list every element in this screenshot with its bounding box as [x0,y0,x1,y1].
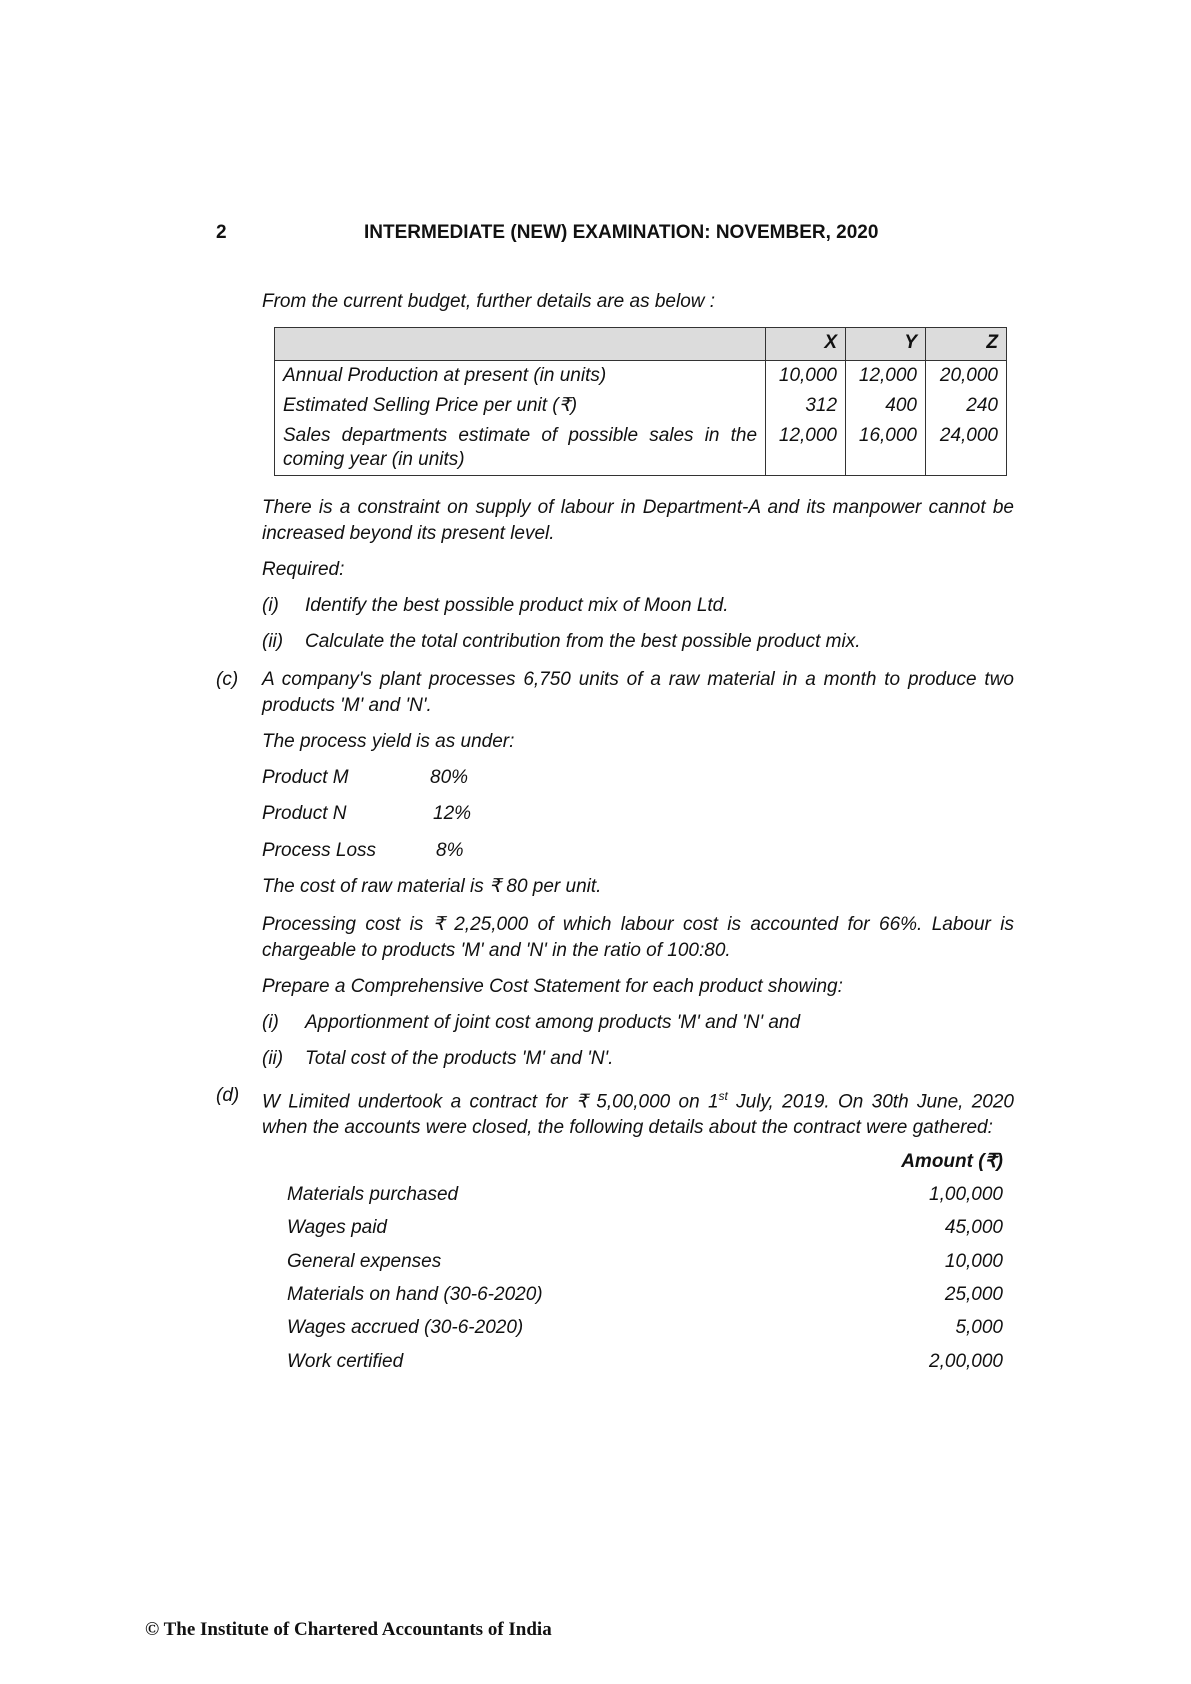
yield-value: 80% [430,767,469,788]
row-value: 16,000 [846,421,926,476]
part-d-label: (d) [216,1085,240,1106]
required-item-text: Identify the best possible product mix of Moon Ltd. [305,595,729,616]
row-value: 400 [846,391,926,421]
row-value: 10,000 [766,361,846,392]
row-value: 12,000 [846,361,926,392]
yield-intro: The process yield is as under: [262,731,515,752]
contract-item-name: Materials on hand (30-6-2020) [287,1284,543,1305]
yield-name: Product N [262,803,347,824]
part-d-text-sup: st [718,1089,728,1103]
part-d-text [262,1083,1014,1141]
part-c-label: (c) [216,669,239,690]
part-d-text-after: July, 2019. On 30th June, 2020 when the accounts were closed, the following details about the contract were gathered: [262,1091,1014,1139]
yield-value: 12% [433,803,472,824]
contract-item-name: Wages paid [287,1217,387,1238]
table-header-cell: Z [926,328,1007,361]
contract-item-name: Materials purchased [287,1184,459,1205]
contract-item-name: Wages accrued (30-6-2020) [287,1317,524,1338]
contract-item-amount: 2,00,000 [929,1351,1003,1372]
row-value: 24,000 [926,421,1007,476]
part-d-text-before: W Limited undertook a contract for ₹ 5,00,000 on 1 [262,1091,719,1113]
row-value: 240 [926,391,1007,421]
table-row [275,361,1007,392]
contract-item-name: General expenses [287,1251,442,1272]
required-item-number: (ii) [262,631,284,652]
part-c-text: A company's plant processes 6,750 units of a raw material in a month to produce two products 'M' and 'N'. [262,669,1014,716]
contract-item-name: Work certified [287,1351,404,1372]
row-value: 12,000 [766,421,846,476]
footer-copyright: © The Institute of Chartered Accountants of India [145,1619,552,1640]
amount-header: Amount (₹) [901,1151,1003,1172]
table-header-row [275,328,1007,361]
prepare-item-text: Apportionment of joint cost among products 'M' and 'N' and [305,1012,801,1033]
table-header-cell: Y [846,328,926,361]
row-label: Annual Production at present (in units) [275,361,766,392]
prepare-text: Prepare a Comprehensive Cost Statement for each product showing: [262,976,843,997]
prepare-item-number: (ii) [262,1048,284,1069]
row-value: 20,000 [926,361,1007,392]
constraint-text: There is a constraint on supply of labour in Department-A and its manpower cannot be increased beyond its present level. [262,497,1014,544]
contract-item-amount: 25,000 [944,1284,1003,1305]
yield-value: 8% [436,840,464,861]
table-row [275,391,1007,421]
yield-name: Process Loss [262,840,377,861]
contract-item-amount: 10,000 [944,1251,1003,1272]
row-label: Estimated Selling Price per unit (₹) [275,391,766,421]
prepare-item-text: Total cost of the products 'M' and 'N'. [305,1048,614,1069]
table-row [275,421,1007,476]
yield-name: Product M [262,767,349,788]
contract-item-amount: 45,000 [944,1217,1003,1238]
contract-item-amount: 5,000 [955,1317,1003,1338]
row-value: 312 [766,391,846,421]
table-header-blank [275,328,766,361]
page-title: INTERMEDIATE (NEW) EXAMINATION: NOVEMBER, 2020 [364,222,879,243]
required-label: Required: [262,559,345,580]
required-item-text: Calculate the total contribution from the best possible product mix. [305,631,861,652]
intro-text: From the current budget, further details are as below : [262,291,716,312]
page-number: 2 [216,222,227,243]
prepare-item-number: (i) [262,1012,279,1033]
table-header-cell: X [766,328,846,361]
required-item-number: (i) [262,595,279,616]
contract-item-amount: 1,00,000 [929,1184,1003,1205]
row-label: Sales departments estimate of possible sales in the coming year (in units) [275,421,766,476]
raw-material-cost: The cost of raw material is ₹ 80 per unit. [262,876,602,897]
budget-table [274,327,1007,476]
processing-cost-text: Processing cost is ₹ 2,25,000 of which labour cost is accounted for 66%. Labour is chargeable to products 'M' and 'N' in the ratio of 100:80. [262,914,1014,961]
